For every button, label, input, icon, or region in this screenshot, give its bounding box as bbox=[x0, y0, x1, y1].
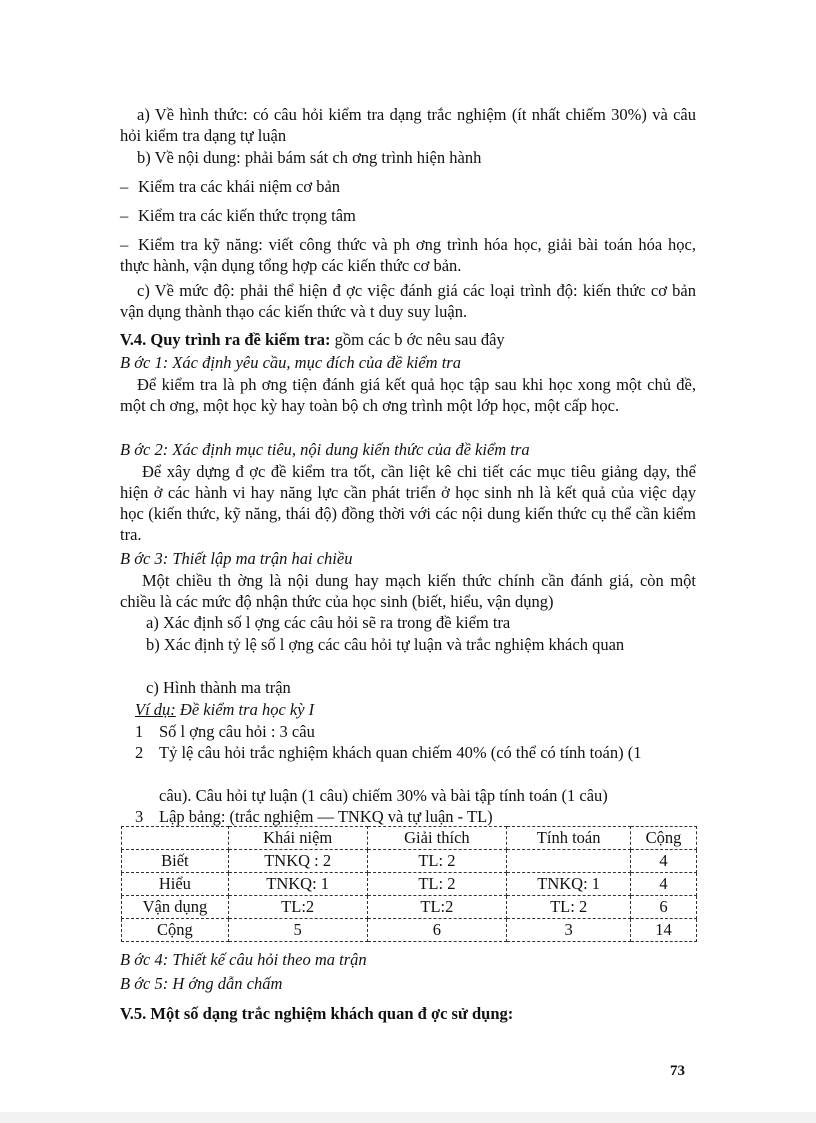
table-cell: 4 bbox=[631, 850, 697, 873]
step5-title: B ớc 5: H ớng dẫn chấm bbox=[120, 974, 283, 993]
table-cell: Cộng bbox=[122, 919, 229, 942]
table-cell: 14 bbox=[631, 919, 697, 942]
table-cell: Biết bbox=[122, 850, 229, 873]
table-cell bbox=[507, 850, 631, 873]
item-number: 1 bbox=[135, 722, 144, 741]
section-v5-heading: V.5. Một số dạng trắc nghiệm khách quan đ ợc sử dụng: bbox=[120, 1004, 514, 1023]
table-cell: 3 bbox=[507, 919, 631, 942]
sub-c: c) Hình thành ma trận bbox=[146, 678, 291, 697]
table-row bbox=[122, 919, 697, 942]
table-cell: TNKQ : 2 bbox=[228, 850, 367, 873]
table-cell: TL:2 bbox=[367, 896, 507, 919]
bullet-marker: – bbox=[120, 235, 129, 254]
bullet-core-knowledge bbox=[120, 205, 696, 226]
item-b-content: b) Về nội dung: phải bám sát ch ơng trình hiện hành bbox=[137, 148, 482, 167]
item-a-form: a) Về hình thức: có câu hỏi kiểm tra dạng trắc nghiệm (ít nhất chiếm 30%) và câu hỏi kiểm tra dạng tự luận bbox=[120, 105, 696, 145]
table-cell: Vận dụng bbox=[122, 896, 229, 919]
table-cell: 5 bbox=[228, 919, 367, 942]
item-number: 3 bbox=[135, 807, 144, 826]
bullet-marker: – bbox=[120, 177, 129, 196]
item-number: 2 bbox=[135, 743, 144, 762]
table-cell: TNKQ: 1 bbox=[228, 873, 367, 896]
bullet-text: Kiểm tra kỹ năng: viết công thức và ph ơng trình hóa học, giải bài toán hóa học, thực hành, vận dụng tổng hợp các kiến thức cơ bản. bbox=[120, 235, 696, 275]
bullet-text: Kiểm tra các khái niệm cơ bản bbox=[138, 177, 341, 196]
page-bottom-band bbox=[0, 1112, 816, 1123]
example-title: Đề kiểm tra học kỳ I bbox=[175, 700, 315, 719]
table-cell: TL: 2 bbox=[367, 873, 507, 896]
item-c-level: c) Về mức độ: phải thể hiện đ ợc việc đánh giá các loại trình độ: kiến thức cơ bản vận dụng thành thạo các kiến thức và t duy suy luận. bbox=[120, 281, 696, 321]
sub-b: b) Xác định tỷ lệ số l ợng các câu hỏi tự luận và trắc nghiệm khách quan bbox=[146, 635, 625, 654]
step2-body: Để xây dựng đ ợc đề kiểm tra tốt, cần liệt kê chi tiết các mục tiêu giảng dạy, thể hiện ở các hành vi hay năng lực cần phát triển ở học sinh nh là kết quả của việc dạy học (kiến thức, kỹ năng, thái độ) đồng thời với các nội dung kiến thức cụ thể cần kiểm tra. bbox=[120, 462, 696, 544]
table-row bbox=[122, 850, 697, 873]
table-row bbox=[122, 873, 697, 896]
example-line bbox=[135, 699, 695, 720]
bullet-concepts bbox=[120, 176, 696, 197]
table-cell: Hiểu bbox=[122, 873, 229, 896]
section-heading: V.4. Quy trình ra đề kiểm tra: bbox=[120, 330, 331, 349]
sub-a: a) Xác định số l ợng các câu hỏi sẽ ra trong đề kiểm tra bbox=[146, 613, 511, 632]
table-header-row bbox=[122, 827, 697, 850]
step4-title: B ớc 4: Thiết kế câu hỏi theo ma trận bbox=[120, 950, 367, 969]
bullet-text: Kiểm tra các kiến thức trọng tâm bbox=[138, 206, 356, 225]
table-cell: TL:2 bbox=[228, 896, 367, 919]
table-cell: Cộng bbox=[631, 827, 697, 850]
bullet-marker: – bbox=[120, 206, 129, 225]
table-cell: 6 bbox=[631, 896, 697, 919]
numbered-item-3 bbox=[135, 806, 695, 827]
step3-title: B ớc 3: Thiết lập ma trận hai chiều bbox=[120, 549, 353, 568]
step1-body: Để kiểm tra là ph ơng tiện đánh giá kết quả học tập sau khi học xong một chủ đề, một ch ơng, một học kỳ hay toàn bộ ch ơng trình một lớp học, một cấp học. bbox=[120, 375, 696, 415]
section-heading-rest: gồm các b ớc nêu sau đây bbox=[330, 330, 505, 349]
table-cell: Tính toán bbox=[507, 827, 631, 850]
numbered-item-2 bbox=[135, 742, 697, 763]
bullet-skills bbox=[120, 234, 696, 276]
table-cell: TL: 2 bbox=[367, 850, 507, 873]
section-v4-heading bbox=[120, 329, 696, 350]
numbered-item-2-cont: câu). Câu hỏi tự luận (1 câu) chiếm 30% và bài tập tính toán (1 câu) bbox=[159, 786, 608, 805]
step2-title: B ớc 2: Xác định mục tiêu, nội dung kiến thức của đề kiểm tra bbox=[120, 440, 530, 459]
item-text: Số l ợng câu hỏi : 3 câu bbox=[159, 722, 315, 741]
table-cell: 4 bbox=[631, 873, 697, 896]
table-cell: 6 bbox=[367, 919, 507, 942]
table-cell bbox=[122, 827, 229, 850]
step3-body: Một chiều th ờng là nội dung hay mạch kiến thức chính cần đánh giá, còn một chiều là các mức độ nhận thức của học sinh (biết, hiểu, vận dụng) bbox=[120, 571, 696, 611]
matrix-table bbox=[121, 826, 697, 942]
numbered-item-1 bbox=[135, 721, 695, 742]
step1-title: B ớc 1: Xác định yêu cầu, mục đích của đề kiểm tra bbox=[120, 353, 461, 372]
table-cell: Giải thích bbox=[367, 827, 507, 850]
item-text: Lập bảng: (trắc nghiệm — TNKQ và tự luận - TL) bbox=[159, 807, 493, 826]
table-cell: TL: 2 bbox=[507, 896, 631, 919]
table-cell: TNKQ: 1 bbox=[507, 873, 631, 896]
table-row bbox=[122, 896, 697, 919]
example-label: Ví dụ: bbox=[135, 700, 176, 719]
table-cell: Khái niệm bbox=[228, 827, 367, 850]
page-number: 73 bbox=[670, 1063, 685, 1079]
item-text: Tỷ lệ câu hỏi trắc nghiệm khách quan chiếm 40% (có thể có tính toán) (1 bbox=[159, 743, 642, 762]
